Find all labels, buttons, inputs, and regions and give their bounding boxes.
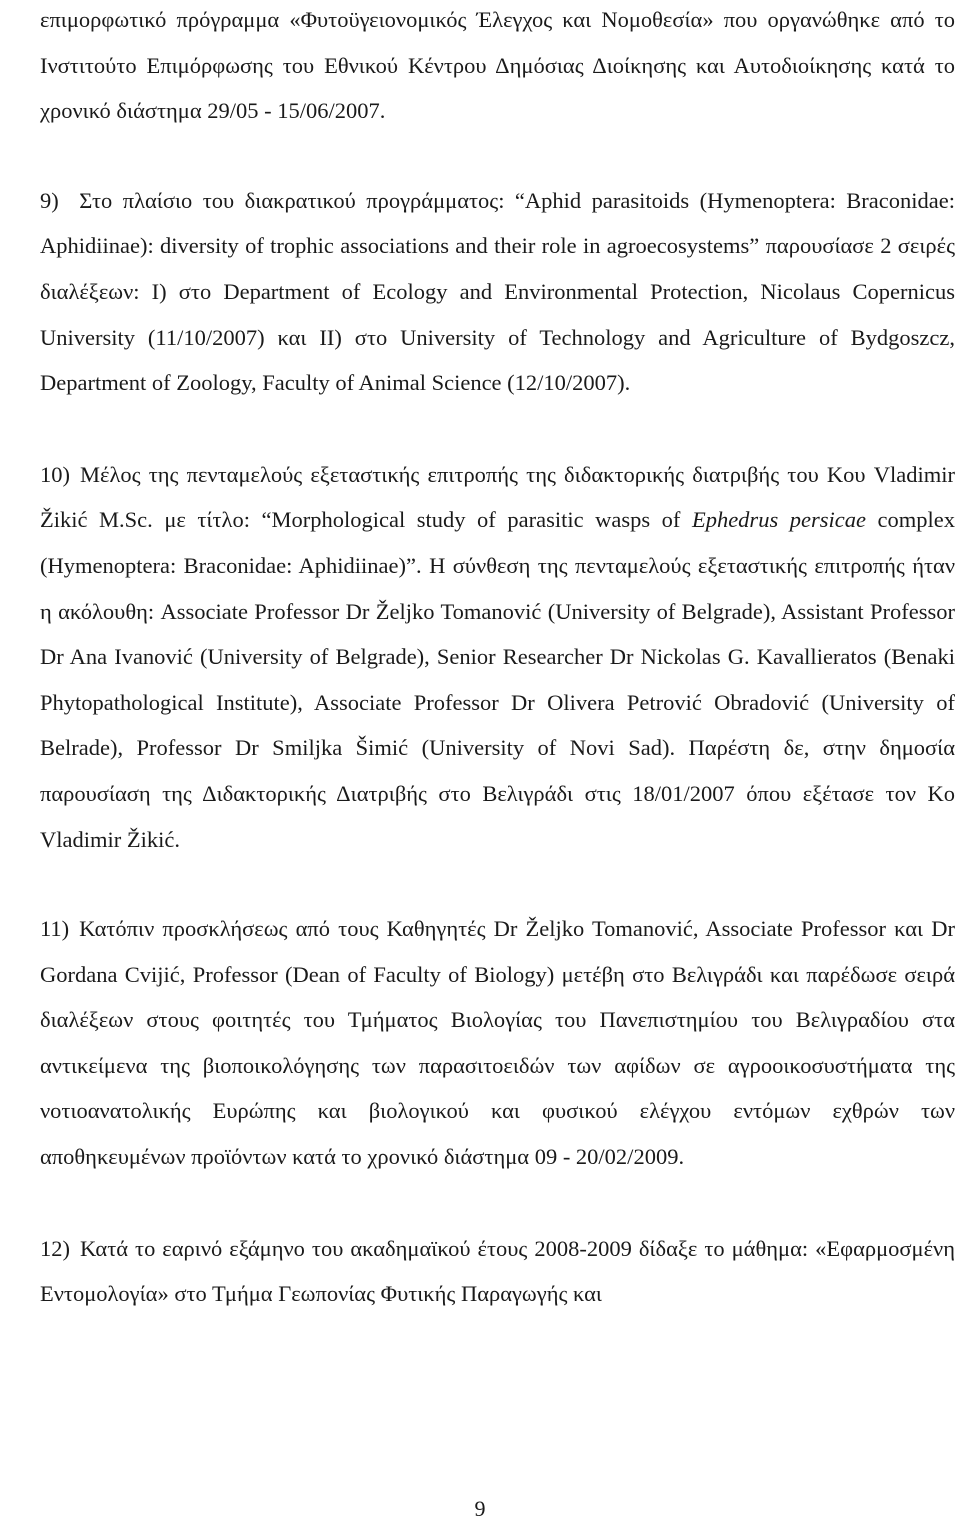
spacer bbox=[40, 406, 955, 452]
item-text: complex (Hymenoptera: Braconidae: Aphidiinae)”. Η σύνθεση της πενταμελούς εξεταστικής επιτροπής ήταν η ακόλουθη: Associate Professor Dr Željko Tomanović (University of Belgrade), Assistant Professor Dr Ana Ivanović (University of Belgrade), Senior Researcher Dr Nickolas G. Kavallieratos (Benaki Phytopathological Institute), Associate Professor Dr Olivera Petrović Obradović (University of Belrade), Professor Dr Smiljka Šimić (University of Novi Sad). Παρέστη δε, στην δημοσία παρουσίαση της Διδακτορικής Διατριβής στο Βελιγράδι στις 18/01/2007 όπου εξέτασε τον Κο Vladimir Žikić. bbox=[40, 507, 955, 852]
list-item-10 bbox=[40, 452, 955, 862]
item-number: 11) bbox=[40, 916, 70, 942]
item-number: 9) bbox=[40, 187, 59, 213]
page-number: 9 bbox=[474, 1496, 486, 1521]
list-item-11 bbox=[40, 906, 955, 1180]
item-text: Μέλος της πενταμελούς εξεταστικής επιτροπής της διδακτορικής διατριβής του Κου Vladimir Žikić M.Sc. με τίτλο: “Morphological study of parasitic wasps of bbox=[40, 461, 955, 533]
item-text: Στο πλαίσιο του διακρατικού προγράμματος: “Aphid parasitoids (Hymenoptera: Braconidae: Aphidiinae): diversity of trophic associations and their role in agroecosystems” παρουσίασε 2 σειρές διαλέξεων: I) στο Department of Ecology and Environmental Protection, Nicolaus Copernicus University (11/10/2007) και II) στο University of Technology and Agriculture of Bydgoszcz, Department of Zoology, Faculty of Animal Science (12/10/2007). bbox=[40, 187, 956, 396]
document-page bbox=[40, 0, 955, 1317]
spacer bbox=[40, 134, 955, 178]
spacer bbox=[40, 862, 955, 906]
item-text: Κατόπιν προσκλήσεως από τους Καθηγητές Dr Željko Tomanović, Associate Professor και Dr Gordana Cvijić, Professor (Dean of Faculty of Biology) μετέβη στο Βελιγράδι και παρέδωσε σειρά διαλέξεων στους φοιτητές του Τμήματος Βιολογίας του Πανεπιστημίου του Βελιγραδίου στα αντικείμενα της βιοποικολόγησης των παρασιτοειδών των αφίδων σε αγροοικοσυστήματα της νοτιοανατολικής Ευρώπης και βιολογικού και φυσικού ελέγχου εντόμων εχθρών των αποθηκευμένων προϊόντων κατά το χρονικό διάστημα 09 - 20/02/2009. bbox=[40, 916, 955, 1170]
item-text-italic: Ephedrus persicae bbox=[691, 507, 866, 533]
list-item-9 bbox=[40, 178, 955, 406]
item-number: 12) bbox=[40, 1235, 70, 1261]
intro-paragraph: επιμορφωτικό πρόγραμμα «Φυτοϋγειονομικός Έλεγχος και Νομοθεσία» που οργανώθηκε από το Ινστιτούτο Επιμόρφωσης του Εθνικού Κέντρου Δημόσιας Διοίκησης και Αυτοδιοίκησης κατά το χρονικό διάστημα 29/05 - 15/06/2007. bbox=[40, 7, 955, 124]
item-text: Κατά το εαρινό εξάμηνο του ακαδημαϊκού έτους 2008-2009 δίδαξε το μάθημα: «Εφαρμοσμένη Εντομολογία» στο Τμήμα Γεωπονίας Φυτικής Παραγωγής και bbox=[40, 1235, 955, 1307]
item-number: 10) bbox=[40, 461, 70, 487]
spacer bbox=[40, 1180, 955, 1226]
list-item-12 bbox=[40, 1226, 955, 1317]
